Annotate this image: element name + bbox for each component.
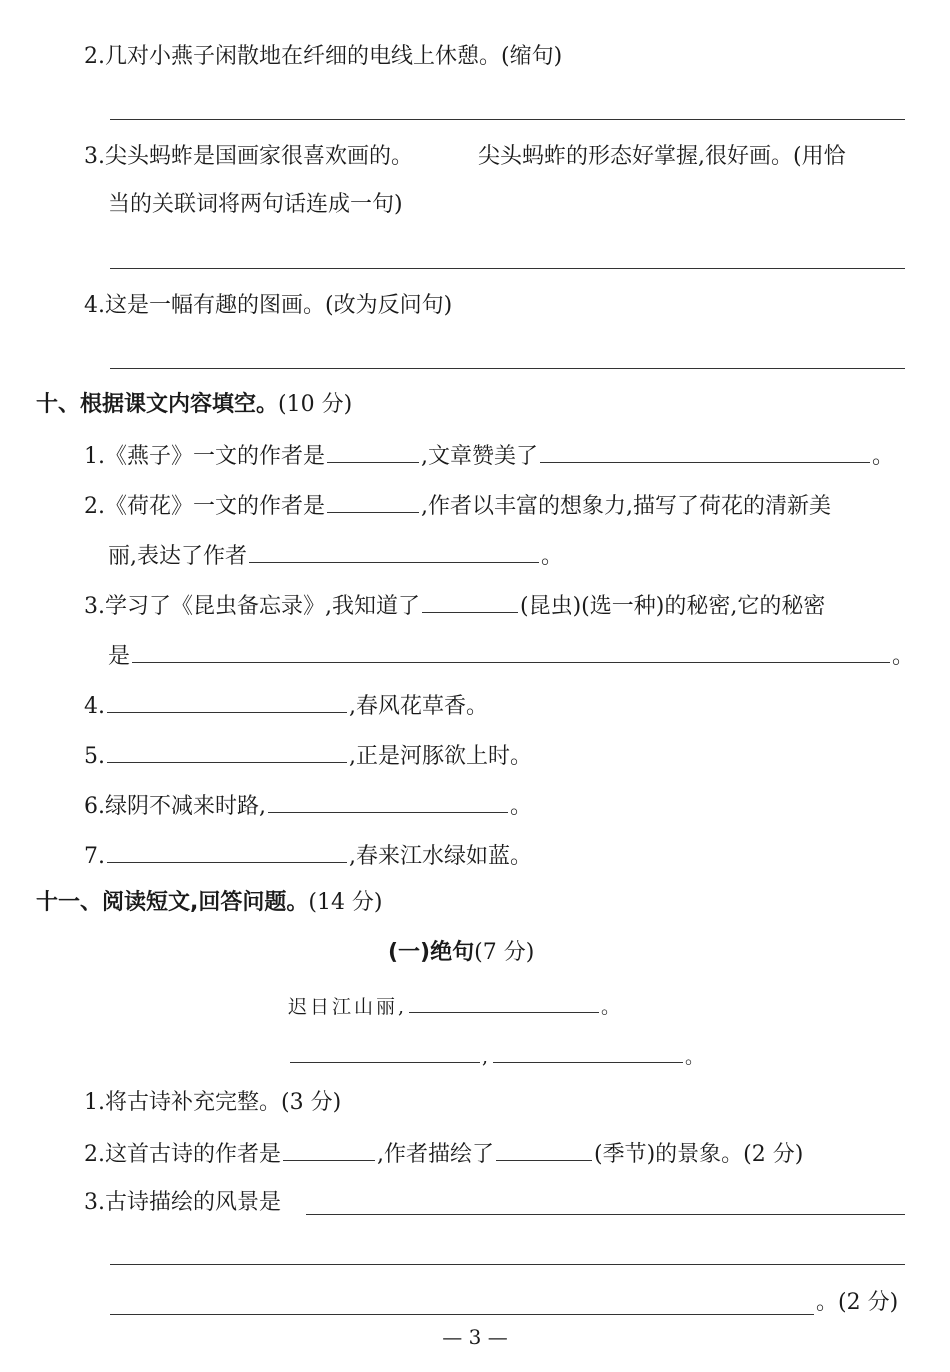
q10-3-middle: (昆虫)(选一种)的秘密,它的秘密 [520, 594, 826, 619]
q10-1-middle: ,文章赞美了 [421, 444, 538, 469]
poem-line-1-blank[interactable] [409, 990, 599, 1013]
q10-3 [84, 590, 825, 622]
poem-line-2-blank-b[interactable] [493, 1040, 683, 1063]
q10-3-end: 。 [892, 644, 915, 669]
poem-line-1-end: 。 [601, 996, 624, 1018]
q10-3-blank-insect[interactable] [422, 590, 518, 613]
q11-3-end: 。(2 分) [816, 1290, 899, 1315]
q10-2-cont [108, 540, 563, 572]
q10-6-text: 6.绿阴不减来时路, [84, 794, 266, 819]
poem-line-2 [288, 1040, 707, 1072]
q11-2-middle: ,作者描绘了 [377, 1142, 494, 1167]
q10-2-end: 。 [541, 544, 564, 569]
section-10-title: 十、根据课文内容填空。 [36, 392, 279, 417]
q10-3-prefix: 3.学习了《昆虫备忘录》,我知道了 [84, 594, 420, 619]
q11-2-blank-author[interactable] [283, 1138, 375, 1161]
q10-4-number: 4. [84, 694, 105, 719]
q10-6-end: 。 [509, 794, 532, 819]
q10-2-blank-author[interactable] [327, 490, 419, 513]
q9-2-answer-line[interactable] [110, 119, 905, 120]
poem-line-2-comma: , [482, 1046, 492, 1068]
q11-3-answer-line-3[interactable] [110, 1314, 814, 1315]
q10-5-blank[interactable] [107, 740, 347, 763]
q9-2-text: 2.几对小燕子闲散地在纤细的电线上休憩。(缩句) [84, 44, 563, 69]
q10-5 [84, 740, 532, 772]
q10-1-prefix: 1.《燕子》一文的作者是 [84, 444, 325, 469]
q9-3-text-b: 尖头蚂蚱的形态好掌握,很好画。(用恰 [478, 144, 846, 169]
q10-6 [84, 790, 532, 822]
q10-3-cont [108, 640, 914, 672]
q9-3-answer-line[interactable] [110, 268, 905, 269]
section-10-heading [36, 390, 352, 420]
q10-4-text: ,春风花草香。 [349, 694, 488, 719]
q11-1-text: 1.将古诗补充完整。(3 分) [84, 1090, 342, 1115]
q10-1-end: 。 [872, 444, 895, 469]
q10-5-number: 5. [84, 744, 105, 769]
q10-2 [84, 490, 831, 522]
q11-3-answer-line-2[interactable] [110, 1264, 905, 1265]
q11-2 [84, 1138, 803, 1170]
q9-4-answer-line[interactable] [110, 368, 905, 369]
page-number: — 3 — [442, 1325, 508, 1349]
q11-2-blank-season[interactable] [496, 1138, 592, 1161]
section-11-title: 十一、阅读短文,回答问题。 [36, 890, 309, 915]
section-10-score: (10 分) [278, 392, 353, 417]
q10-1 [84, 440, 894, 472]
q9-4-text: 4.这是一幅有趣的图画。(改为反问句) [84, 293, 453, 318]
q10-1-blank-praise[interactable] [540, 440, 870, 463]
q11-3-answer-line-1[interactable] [306, 1214, 905, 1215]
q10-5-text: ,正是河豚欲上时。 [349, 744, 532, 769]
poem-line-2-blank-a[interactable] [290, 1040, 480, 1063]
q11-3-text: 3.古诗描绘的风景是 [84, 1190, 281, 1215]
q10-4 [84, 690, 488, 722]
q9-3-text-a: 3.尖头蚂蚱是国画家很喜欢画的。 [84, 144, 413, 169]
q11-2-prefix: 2.这首古诗的作者是 [84, 1142, 281, 1167]
poem-line-1-text: 迟日江山丽, [288, 996, 408, 1018]
poem-line-2-end: 。 [685, 1046, 708, 1068]
q10-7-blank[interactable] [107, 840, 347, 863]
q10-7-text: ,春来江水绿如蓝。 [349, 844, 532, 869]
q10-2-middle: ,作者以丰富的想象力,描写了荷花的清新美 [421, 494, 831, 519]
q11-2-end: (季节)的景象。(2 分) [594, 1142, 804, 1167]
q10-7 [84, 840, 532, 872]
q10-1-blank-author[interactable] [327, 440, 419, 463]
q10-3-cont-prefix: 是 [108, 644, 131, 669]
poem-score: (7 分) [474, 940, 535, 965]
q9-3-text-c: 当的关联词将两句话连成一句) [108, 192, 403, 217]
q10-2-cont-prefix: 丽,表达了作者 [108, 544, 247, 569]
section-11-score: (14 分) [308, 890, 383, 915]
q10-7-number: 7. [84, 844, 105, 869]
q10-3-blank-secret[interactable] [132, 640, 890, 663]
q10-4-blank[interactable] [107, 690, 347, 713]
section-11-heading [36, 888, 383, 918]
q10-2-blank-feeling[interactable] [249, 540, 539, 563]
q10-2-prefix: 2.《荷花》一文的作者是 [84, 494, 325, 519]
q10-6-blank[interactable] [268, 790, 508, 813]
poem-title: (一)绝句 [388, 940, 475, 965]
poem-line-1 [288, 990, 623, 1022]
poem-heading [388, 938, 534, 968]
